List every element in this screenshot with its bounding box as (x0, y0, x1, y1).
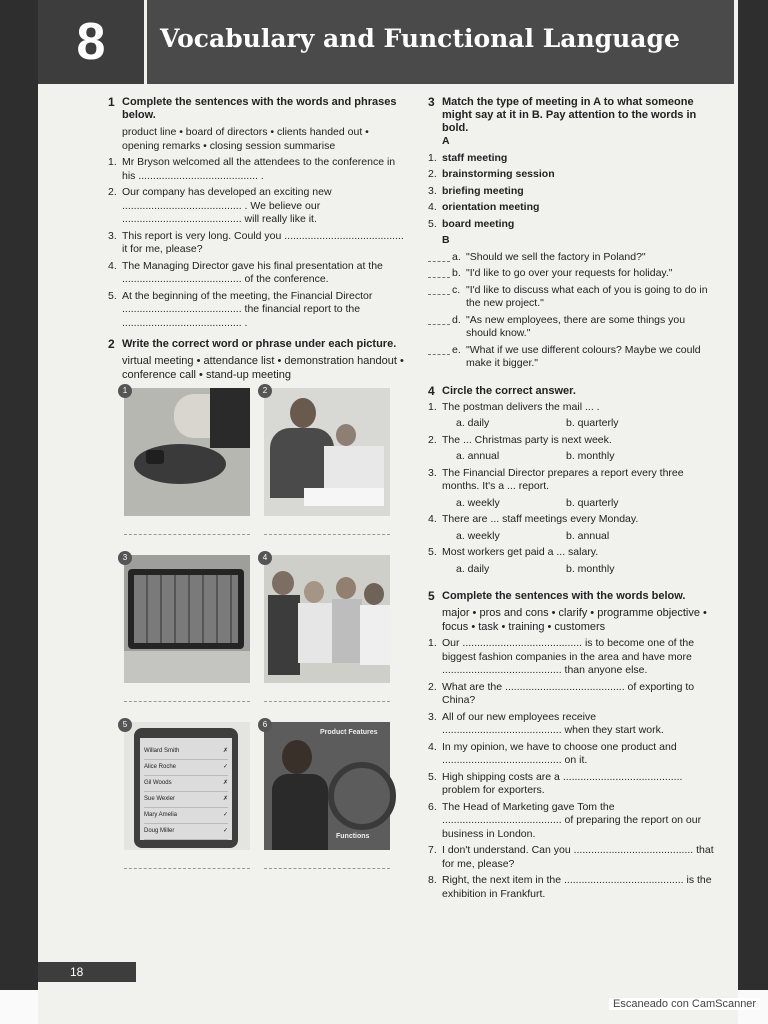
answer-option[interactable]: b. monthly (566, 450, 615, 462)
quote-item (428, 251, 718, 265)
photo-number: 1 (118, 384, 132, 398)
quote-text: "I'd like to discuss what each of you is going to do in the new project." (466, 283, 708, 309)
item-number: 3. (428, 466, 437, 479)
quote-letter: b. (452, 267, 461, 279)
meeting-item (428, 185, 718, 199)
photo-item (124, 555, 250, 702)
item-text: High shipping costs are a ......................................... problem for exporters. (442, 770, 683, 796)
column-b-heading: B (442, 234, 450, 246)
answer-option[interactable]: a. daily (456, 562, 490, 575)
item-number: 2. (428, 168, 437, 180)
answer-blank[interactable] (428, 284, 450, 295)
unit-number: 8 (38, 0, 144, 84)
page-number: 18 (38, 962, 136, 982)
item-text: At the beginning of the meeting, the Financial Director ......................................... the financial report to the ......................................... . (122, 289, 373, 329)
item-number: 2. (428, 680, 437, 693)
exercise-5 (428, 590, 718, 901)
sentence-item (428, 801, 718, 842)
attendance-row (144, 760, 228, 776)
page-title: Vocabulary and Functional Language (160, 24, 680, 53)
item-number: 5. (428, 217, 437, 230)
sentence-item (108, 260, 408, 287)
photo-item (124, 722, 250, 869)
sentence-item (108, 290, 408, 331)
photo-caption: Product Features (320, 729, 378, 736)
meeting-item (428, 168, 718, 182)
attendance-row (144, 824, 228, 840)
demonstration-photo (264, 722, 390, 850)
item-number: 5. (428, 770, 437, 783)
exercise-1 (108, 96, 408, 330)
item-number: 2. (108, 186, 117, 198)
photo-number: 6 (258, 718, 272, 732)
sentence-item (108, 186, 408, 227)
item-text: briefing meeting (442, 184, 524, 197)
quote-item (428, 267, 718, 281)
item-number: 8. (428, 874, 437, 886)
item-text: brainstorming session (442, 168, 555, 180)
answer-option[interactable]: a. daily (456, 417, 490, 429)
attendance-row (144, 792, 228, 808)
answer-blank[interactable] (428, 267, 450, 278)
item-text: This report is very long. Could you ......................................... it for me, please? (122, 229, 404, 255)
sentence-item (428, 637, 718, 678)
item-number: 1. (108, 156, 117, 168)
photo-item (264, 388, 390, 535)
meeting-item (428, 218, 718, 232)
quote-item (428, 314, 718, 341)
answer-option[interactable]: a. weekly (456, 529, 500, 542)
quote-letter: a. (452, 250, 461, 263)
attendance-row (144, 744, 228, 760)
item-text: orientation meeting (442, 201, 540, 213)
quote-item (428, 284, 718, 311)
sentence-item (428, 741, 718, 768)
exercise-instruction: Complete the sentences with the words below. (442, 590, 686, 602)
attendee-name: Mary Amelia (144, 812, 178, 818)
question-list (428, 401, 718, 577)
item-text: board meeting (442, 217, 515, 230)
meeting-item (428, 201, 718, 215)
answer-line[interactable] (264, 685, 390, 702)
item-text: All of our new employees receive ......................................... when they start work. (442, 710, 664, 736)
header-divider (144, 0, 147, 84)
item-number: 3. (428, 710, 437, 723)
photo-number: 4 (258, 551, 272, 565)
item-number: 4. (428, 513, 437, 525)
answer-line[interactable] (124, 518, 250, 535)
conference-call-photo (124, 388, 250, 516)
answer-option[interactable]: a. annual (456, 450, 500, 462)
item-text: Mr Bryson welcomed all the attendees to the conference in his ......................................... . (122, 156, 396, 182)
exercise-3 (428, 96, 718, 371)
item-number: 3. (428, 184, 437, 197)
question-text: There are ... staff meetings every Monday. (442, 513, 639, 525)
item-number: 1. (428, 400, 437, 413)
question-text: Most workers get paid a ... salary. (442, 546, 599, 558)
attendee-name: Doug Miller (144, 828, 175, 834)
attendance-mark: ✗ (222, 748, 228, 754)
item-text: What are the ......................................... of exporting to China? (442, 680, 695, 706)
attendance-row (144, 808, 228, 824)
answer-option[interactable]: b. quarterly (566, 417, 619, 429)
attendance-list-photo (124, 722, 250, 850)
item-number: 5. (108, 289, 117, 302)
exercise-instruction: Complete the sentences with the words and phrases below. (122, 96, 397, 121)
item-text: Our company has developed an exciting new ......................................... . We believe our ......................................... will really like it. (122, 186, 332, 225)
word-bank: product line • board of directors • clients handed out • opening remarks • closing session summarise (122, 126, 369, 152)
watermark-text: Escaneado con CamScanner (609, 998, 760, 1010)
item-text: I don't understand. Can you ......................................... that for me, please? (442, 844, 714, 870)
quote-letter: e. (452, 343, 461, 356)
quote-item (428, 344, 718, 371)
exercise-number: 4 (428, 383, 435, 398)
stand-up-meeting-photo (264, 555, 390, 683)
item-number: 5. (428, 546, 437, 558)
attendance-row (144, 776, 228, 792)
attendance-mark: ✗ (222, 796, 228, 802)
attendee-name: Willard Smith (144, 748, 180, 754)
attendee-name: Alice Roche (144, 764, 177, 770)
item-number: 3. (108, 229, 117, 242)
exercise-4 (428, 385, 718, 577)
photo-item (264, 722, 390, 869)
answer-blank[interactable] (428, 314, 450, 325)
item-number: 2. (428, 433, 437, 446)
unit-header (38, 0, 734, 84)
item-number: 7. (428, 844, 437, 856)
answer-line[interactable] (124, 852, 250, 869)
quote-letter: c. (452, 283, 461, 296)
item-number: 4. (428, 740, 437, 753)
photo-number: 3 (118, 551, 132, 565)
quote-text: "Should we sell the factory in Poland?" (466, 250, 646, 263)
sentence-item (428, 874, 718, 901)
photo-item (124, 388, 250, 535)
item-text: The Managing Director gave his final presentation at the ......................................... of the conference. (122, 259, 383, 285)
item-number: 1. (428, 637, 437, 649)
quote-letter: d. (452, 313, 461, 326)
question-text: The Financial Director prepares a report every three months. It's a ... report. (442, 466, 684, 492)
question-text: The postman delivers the mail ... . (442, 400, 600, 413)
item-number: 1. (428, 151, 437, 164)
answer-option[interactable]: a. weekly (456, 496, 500, 509)
right-column (428, 96, 718, 909)
sentence-item (108, 230, 408, 257)
photo-caption: Functions (336, 833, 370, 840)
answer-line[interactable] (264, 518, 390, 535)
item-text: The Head of Marketing gave Tom the ......................................... of preparing the report on our business in London. (442, 800, 702, 840)
answer-line[interactable] (264, 852, 390, 869)
virtual-meeting-photo (124, 555, 250, 683)
exercise-instruction: Match the type of meeting in A to what someone might say at it in B. Pay attention to the words in bold. (442, 96, 697, 134)
quote-text: "I'd like to go over your requests for holiday." (466, 267, 673, 279)
item-text: Our ......................................... is to become one of the biggest fashion companies in the area and have more ......................................... than anyone else. (442, 637, 695, 676)
meeting-item (428, 152, 718, 166)
attendance-mark: ✓ (222, 764, 228, 770)
workbook-page (38, 0, 738, 1024)
sentence-item (108, 156, 408, 183)
item-number: 6. (428, 800, 437, 813)
attendance-mark: ✗ (222, 780, 228, 786)
item-text: In my opinion, we have to choose one product and ......................................... on it. (442, 740, 677, 766)
sentence-item (428, 681, 718, 708)
answer-blank[interactable] (428, 251, 450, 262)
exercise-2 (108, 338, 408, 869)
exercise-number: 1 (108, 95, 115, 109)
answer-option[interactable]: b. monthly (566, 562, 615, 575)
exercise-number: 3 (428, 95, 435, 109)
photo-grid (124, 388, 408, 869)
attendee-name: Sue Wexler (144, 796, 175, 802)
answer-option[interactable]: b. quarterly (566, 496, 619, 509)
quote-list (428, 251, 718, 371)
question-item (428, 546, 718, 576)
photo-number: 2 (258, 384, 272, 398)
exercise-instruction: Write the correct word or phrase under each picture. (122, 338, 397, 350)
question-item (428, 434, 718, 464)
answer-line[interactable] (124, 685, 250, 702)
exercise-number: 5 (428, 589, 435, 603)
attendance-mark: ✓ (222, 812, 228, 818)
answer-option[interactable]: b. annual (566, 529, 610, 542)
left-column (108, 96, 408, 877)
question-item (428, 467, 718, 511)
exercise-instruction: Circle the correct answer. (442, 384, 576, 397)
question-item (428, 513, 718, 543)
photo-number: 5 (118, 718, 132, 732)
exercise-number: 2 (108, 337, 115, 351)
question-item (428, 401, 718, 431)
handout-photo (264, 388, 390, 516)
question-text: The ... Christmas party is next week. (442, 433, 612, 446)
item-text: Right, the next item in the ......................................... is the exhibition in Frankfurt. (442, 874, 712, 900)
quote-text: "As new employees, there are some things you should know." (466, 313, 686, 339)
sentence-item (428, 771, 718, 798)
sentence-item (428, 711, 718, 738)
word-bank: major • pros and cons • clarify • programme objective • focus • task • training • customers (442, 607, 707, 633)
item-number: 4. (108, 259, 117, 272)
answer-blank[interactable] (428, 344, 450, 355)
item-text: staff meeting (442, 151, 508, 164)
sentence-item (428, 844, 718, 871)
attendee-name: Gil Woods (144, 780, 172, 786)
quote-text: "What if we use different colours? Maybe we could make it bigger." (466, 343, 701, 369)
word-bank: virtual meeting • attendance list • demonstration handout • conference call • stand-up meeting (122, 355, 404, 381)
item-number: 4. (428, 201, 437, 213)
sentence-list (108, 156, 408, 330)
attendance-mark: ✓ (222, 828, 228, 834)
sentence-list (428, 637, 718, 901)
column-a-heading: A (442, 135, 450, 147)
photo-item (264, 555, 390, 702)
meeting-list (428, 152, 718, 232)
